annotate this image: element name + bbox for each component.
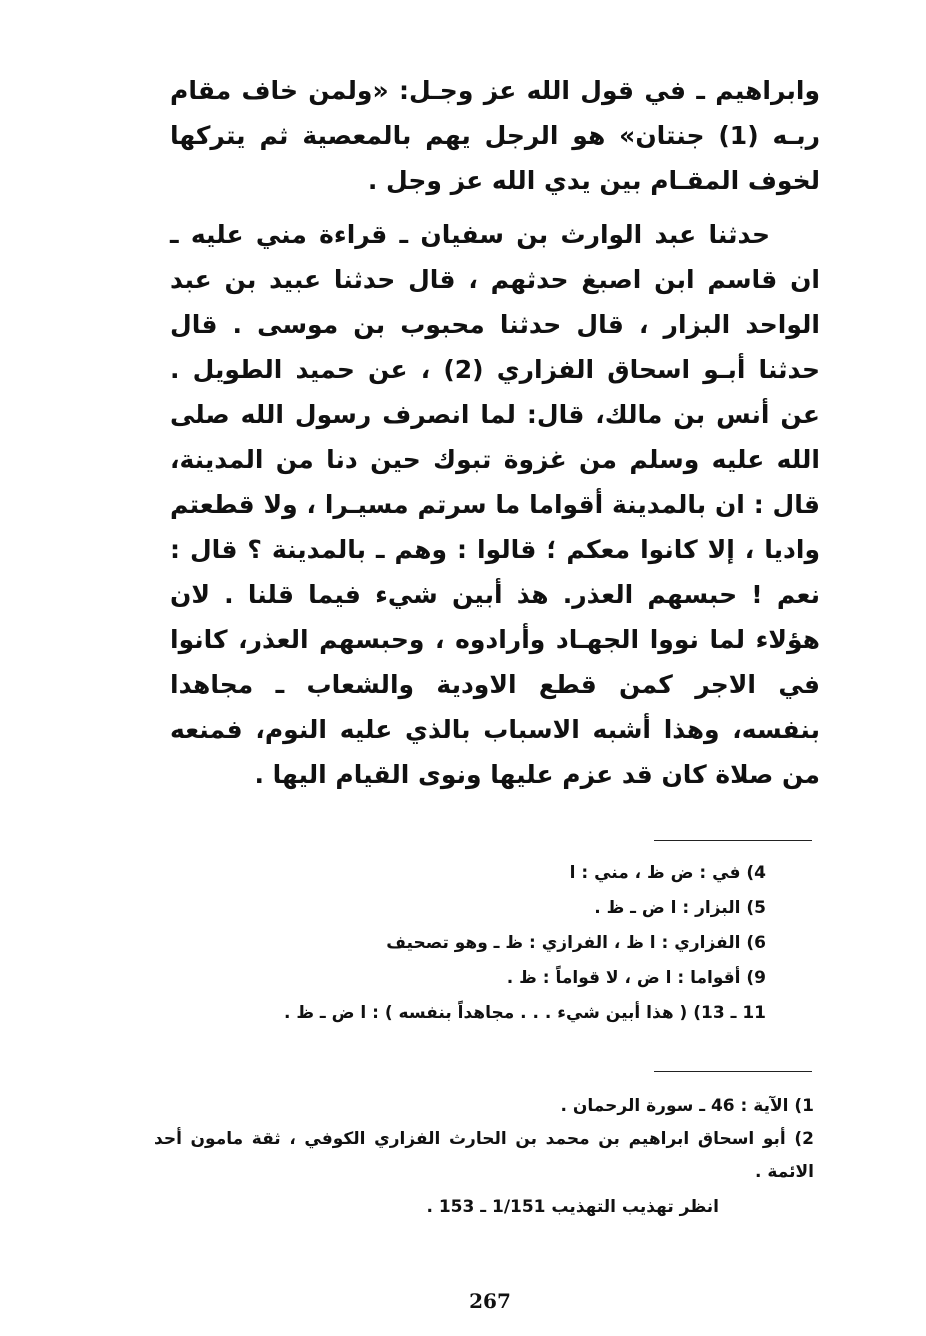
paragraph-1: وابراهيم ـ في قول الله عز وجـل: «ولمن خاف مقام ربـه (1) جنتان» هو الرجل يهم بالمعصية ثم يتركها لخوف المقـام بين يدي الله عز وجل . [170,76,820,195]
page-number: 267 [469,1289,511,1313]
footnote-reference: انظر تهذيب التهذيب 1/151 ـ 153 . [426,1197,719,1217]
variant-reading: 11 ـ 13) ( هذا أبين شيء . . . مجاهداً بنفسه ) : ا ض ـ ظ . [283,1003,766,1023]
variant-readings [146,856,766,1031]
footnotes-divider [654,1071,812,1072]
paragraph-2-text: حدثنا عبد الوارث بن سفيان ـ قراءة مني عليه ـ ان قاسم ابن اصبغ حدثهم ، قال حدثنا عبيد بن عبد الواحد البزار ، قال حدثنا محبوب بن موسى . قال حدثنا أبـو اسحاق الفزاري (2) ، عن حميد الطويل . عن أنس بن مالك، قال: لما انصرف رسول الله صلى الله عليه وسلم من غزوة تبوك حين دنا من المدينة، قال : ان بالمدينة أقواما ما سرتم مسيـرا ، ولا قطعتم واديا ، إلا كانوا معكم ؛ قالوا : وهم ـ بالمدينة ؟ قال : نعم ! حبسهم العذر. هذ أبين شيء فيما قلنا . لان هؤلاء لما نووا الجهـاد وأرادوه ، وحبسهم العذر، كانوا في الاجر كمن قطع الاودية والشعاب ـ مجاهدا بنفسه، وهذا أشبه الاسباب بالذي عليه النوم، فمنعه من صلاة كان قد عزم عليها ونوى القيام اليها . [170,220,820,789]
variant-reading: 4) في : ض ظ ، مني : ا [569,863,766,883]
variant-reading: 5) البزار : ا ض ـ ظ . [594,898,766,918]
variant-reading: 9) أقواما : ا ض ، لا قواماً : ظ . [506,968,766,988]
variant-reading: 6) الفزاري : ا ظ ، الفرازي : ظ ـ وهو تصحيف [386,933,766,953]
footnotes [154,1090,814,1224]
footnote-2: 2) أبو اسحاق ابراهيم بن محمد بن الحارث الفزاري الكوفي ، ثقة مامون أحد الائمة . [154,1129,814,1182]
variants-divider [654,840,812,841]
paragraph-2 [170,212,820,797]
footnote-1: 1) الآية : 46 ـ سورة الرحمان . [560,1096,814,1116]
